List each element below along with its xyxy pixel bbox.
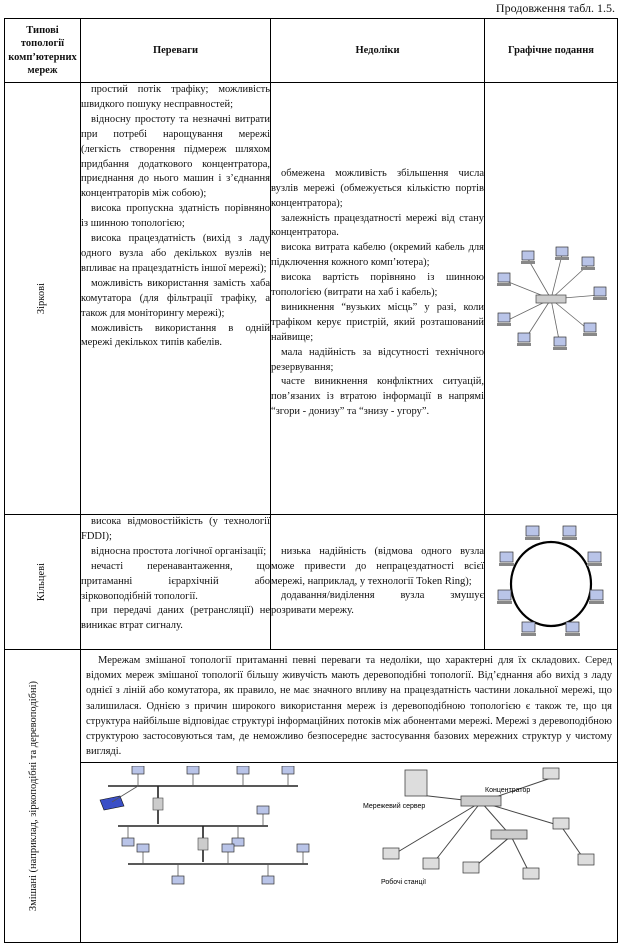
list-item: висока працездатність (вихід з ладу одного вузла або декількох вузлів не впливає на працездатність іншої мережі); <box>81 233 270 274</box>
header-topologies: Типові топології комп’ютерних мереж <box>5 19 81 83</box>
list-item: залежність працездатності мережі від стану концентратора. <box>271 212 484 239</box>
ring-label: Кільцеві <box>36 562 48 602</box>
server-icon <box>405 770 427 796</box>
list-item: нечасті перенавантаження, що притаманні ієрархічній або зірковоподібній топології. <box>81 560 270 602</box>
mixed-description: Мережам змішаної топології притаманні певні переваги та недоліки, що характерні для їх складових. Серед відомих мереж змішаної топології більшу живучість мають деревоподібні топології. Від’єднання або вихід з ладу однієї з ліній або комутатора, як правило, не має значного впливу на працездатність частини локальної мережі, що залишилася. Однією з причин широкого використання мереж із деревоподібною топологією є також те, що ця структура найбільше відповідає структурі інформаційних потоків між абонентами мережі. Мережі з деревоподібною структурою застосовуються там, де неможливо безпосереднє застосування базових мережних структур у чистому вигляді. <box>86 655 612 758</box>
list-item: висока відмовостійкість (у технології FDDI); <box>81 516 270 542</box>
mixed-row <box>5 650 618 943</box>
list-item: висока витрата кабелю (окремий кабель для підключення кожного комп’ютера); <box>271 242 484 269</box>
list-item: можливість використання замість хаба комутатора (для фільтрації трафіку, а також для моніторингу мережі); <box>81 277 270 319</box>
mixed-label-cell <box>5 650 81 943</box>
star-label-cell <box>5 83 81 515</box>
ring-disadvantages <box>271 515 485 650</box>
star-row <box>5 83 618 515</box>
star-topology-diagram <box>492 245 610 353</box>
stations-label: Робочі станції <box>380 879 426 887</box>
hub-icon <box>461 796 501 806</box>
laptop-icon <box>100 796 124 810</box>
table-caption: Продовження табл. 1.5. <box>495 1 615 15</box>
ring-figure-cell <box>485 515 618 650</box>
list-item: можливість використання в одній мережі декількох типів кабелів. <box>81 322 270 349</box>
mixed-label: Змішані (наприклад, зіркоподібні та деревоподібні) <box>27 680 39 912</box>
list-item: додавання/виділення вузла змушує розривати мережу. <box>271 590 484 617</box>
list-item: обмежена можливість збільшення числа вузлів мережі (обмежується кількістю портів концентратора); <box>271 167 484 209</box>
header-graphic: Графічне подання <box>485 19 618 83</box>
star-figure-cell <box>485 83 618 515</box>
list-item: часте виникнення конфліктних ситуацій, пов’язаних із втратою інформації в напрямі “згори - донизу” та “знизу - угору”. <box>271 376 484 418</box>
header-disadvantages: Недоліки <box>271 19 485 83</box>
hub-icon <box>536 295 566 303</box>
hierarchical-network-diagram <box>361 766 601 892</box>
list-item: простий потік трафіку; можливість швидкого пошуку несправностей; <box>81 84 270 110</box>
tree-topology-diagram <box>98 766 328 892</box>
topology-table <box>4 18 618 943</box>
server-label: Мережевий сервер <box>362 803 425 811</box>
header-row <box>5 19 618 83</box>
ring-topology-diagram <box>496 522 606 642</box>
list-item: виникнення “вузьких місць” у разі, коли трафіком керує пристрій, який розташований найвище; <box>271 301 484 343</box>
ring-advantages <box>81 515 271 650</box>
ring-label-cell <box>5 515 81 650</box>
ring-row <box>5 515 618 650</box>
list-item: при передачі даних (ретрансляції) не виникає втрат сигналу. <box>81 605 270 632</box>
list-item: висока вартість порівняно із шинною топологією (витрати на хаб і кабель); <box>271 272 484 299</box>
mixed-figures <box>81 762 617 896</box>
list-item: мала надійність за відсутності технічного резервування; <box>271 346 484 373</box>
mixed-content-cell <box>81 650 618 943</box>
list-item: відносна простота логічної організації; <box>91 545 267 557</box>
hub-label: Концентратор <box>484 787 530 795</box>
list-item: відносну простоту та незначні витрати при потребі нарощування мережі (легкість створення підмереж шляхом придбання додаткового концентратора, приєднання до нього машин і з’єднання концентраторів між собою); <box>81 113 270 200</box>
list-item: низька надійність (відмова одного вузла може привести до непрацездатності всієї мережі, наприклад, у технології Token Ring); <box>271 545 484 587</box>
star-disadvantages <box>271 83 485 515</box>
header-advantages: Переваги <box>81 19 271 83</box>
star-label: Зіркові <box>36 282 48 315</box>
star-advantages <box>81 83 271 515</box>
list-item: висока пропускна здатність порівняно із шинною топологією; <box>81 203 270 230</box>
